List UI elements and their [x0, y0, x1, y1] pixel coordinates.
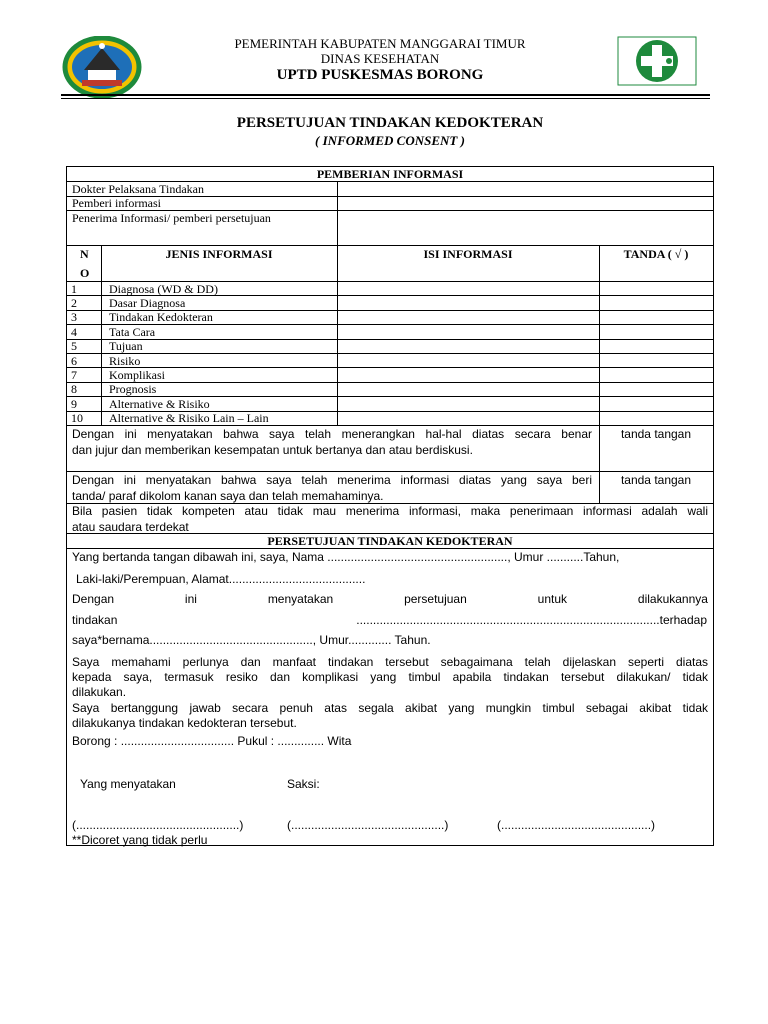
col-isi-informasi: ISI INFORMASI: [423, 247, 513, 261]
health-cross-logo: [617, 36, 697, 86]
row-recipient-label: Penerima Informasi/ pemberi persetujuan: [72, 211, 271, 225]
footnote: **Dicoret yang tidak perlu: [72, 833, 208, 847]
guardian-note-line1: Bila pasien tidak kompeten atau tidak mau menerima informasi, maka penerimaan informasi adalah wali: [72, 504, 708, 518]
consent-action-field: ...........................................................................................terhadap: [356, 613, 707, 627]
table-row-divider: [67, 324, 713, 325]
item-label: Risiko: [109, 353, 141, 368]
col-tanda: TANDA ( √ ): [623, 247, 689, 261]
item-label: Diagnosa (WD & DD): [109, 281, 218, 296]
item-label: Tata Cara: [109, 324, 156, 339]
item-number: 4: [71, 324, 77, 339]
consent-word: dilakukannya: [637, 592, 708, 606]
item-label: Alternative & Risiko: [109, 396, 210, 411]
item-number: 10: [71, 411, 83, 426]
table-row-divider: [67, 382, 713, 383]
statement2-line2: tanda/ paraf dikolom kanan saya dan telah memahaminya.: [72, 489, 384, 503]
understanding-line1: Saya memahami perlunya dan manfaat tindakan tersebut sebagaimana telah dijelaskan seperti diatas: [72, 655, 708, 669]
document-subtitle: ( INFORMED CONSENT ): [315, 133, 465, 148]
consent-word: Dengan: [72, 592, 115, 606]
item-label: Komplikasi: [109, 367, 165, 382]
item-number: 6: [71, 353, 77, 368]
consent-word: menyatakan: [267, 592, 334, 606]
consent-word: ini: [184, 592, 197, 606]
table-row-divider: [67, 339, 713, 340]
responsibility-line1: Saya bertanggung jawab secara penuh atas segala akibat yang mungkin timbul sebagai akibat tidak: [72, 701, 708, 715]
understanding-line2: kepada saya, termasuk resiko dan komplikasi yang timbul apabila tindakan tersebut dilakukan/ tidak: [72, 670, 708, 684]
document-title: PERSETUJUAN TINDAKAN KEDOKTERAN: [236, 115, 544, 131]
place-time-line: Borong : .................................. Pukul : .............. Wita: [72, 734, 352, 748]
item-label: Alternative & Risiko Lain – Lain: [109, 411, 269, 426]
info-section-heading: PEMBERIAN INFORMASI: [316, 167, 464, 181]
header-institution: UPTD PUSKESMAS BORONG: [276, 67, 484, 83]
header-rule-thin: [61, 98, 710, 99]
consent-section-heading: PERSETUJUAN TINDAKAN KEDOKTERAN: [267, 534, 513, 548]
district-emblem-logo: [62, 36, 142, 98]
item-number: 9: [71, 396, 77, 411]
consent-address-line: Laki-laki/Perempuan, Alamat.........................................: [76, 572, 366, 586]
col-no-line1: N: [80, 247, 89, 261]
consent-statement-line: [72, 592, 708, 606]
statement2-signature: tanda tangan: [620, 473, 692, 487]
item-number: 8: [71, 382, 77, 397]
statement1-line1: Dengan ini menyatakan bahwa saya telah menerangkan hal-hal diatas secara benar: [72, 427, 592, 441]
col-jenis-informasi: JENIS INFORMASI: [165, 247, 273, 261]
row-doctor-label: Dokter Pelaksana Tindakan: [72, 182, 204, 196]
item-label: Dasar Diagnosa: [109, 295, 186, 310]
header-rule: [61, 94, 710, 96]
item-label: Tindakan Kedokteran: [109, 310, 213, 325]
item-number: 7: [71, 367, 77, 382]
header-department: DINAS KESEHATAN: [320, 51, 440, 66]
item-number: 5: [71, 339, 77, 354]
witness1-signature-field: (..............................................): [287, 818, 449, 832]
signer-label: Yang menyatakan: [80, 777, 176, 791]
item-number: 1: [71, 281, 77, 296]
responsibility-line2: dilakukanya tindakan kedokteran tersebut.: [72, 716, 297, 730]
signer-signature-field: (.................................................): [72, 818, 244, 832]
statement2-line1: Dengan ini menyatakan bahwa saya telah menerima informasi diatas yang saya beri: [72, 473, 592, 487]
item-label: Prognosis: [109, 382, 157, 397]
statement1-signature: tanda tangan: [620, 427, 692, 441]
row-informer-label: Pemberi informasi: [72, 196, 161, 210]
statement1-line2: dan jujur dan memberikan kesempatan untuk bertanya dan atau berdiskusi.: [72, 443, 473, 457]
understanding-line3: dilakukan.: [72, 685, 127, 699]
consent-word: untuk: [537, 592, 568, 606]
item-number: 3: [71, 310, 77, 325]
witness-label: Saksi:: [287, 777, 320, 791]
col-no-line2: O: [80, 266, 90, 280]
consent-patient-line: saya*bernama................................................., Umur............. Tahun.: [72, 633, 431, 647]
consent-action-label: tindakan: [72, 613, 118, 627]
guardian-note-line2: atau saudara terdekat: [72, 520, 189, 534]
item-number: 2: [71, 295, 77, 310]
witness2-signature-field: (.............................................): [497, 818, 656, 832]
consent-name-line: Yang bertanda tangan dibawah ini, saya, Nama ......................................................, Umur ...........Tahun,: [72, 550, 620, 564]
item-label: Tujuan: [109, 339, 143, 354]
consent-form: [66, 166, 714, 846]
header-government: PEMERINTAH KABUPATEN MANGGARAI TIMUR: [234, 36, 526, 51]
table-row-divider: [67, 353, 713, 354]
consent-word: persetujuan: [404, 592, 467, 606]
